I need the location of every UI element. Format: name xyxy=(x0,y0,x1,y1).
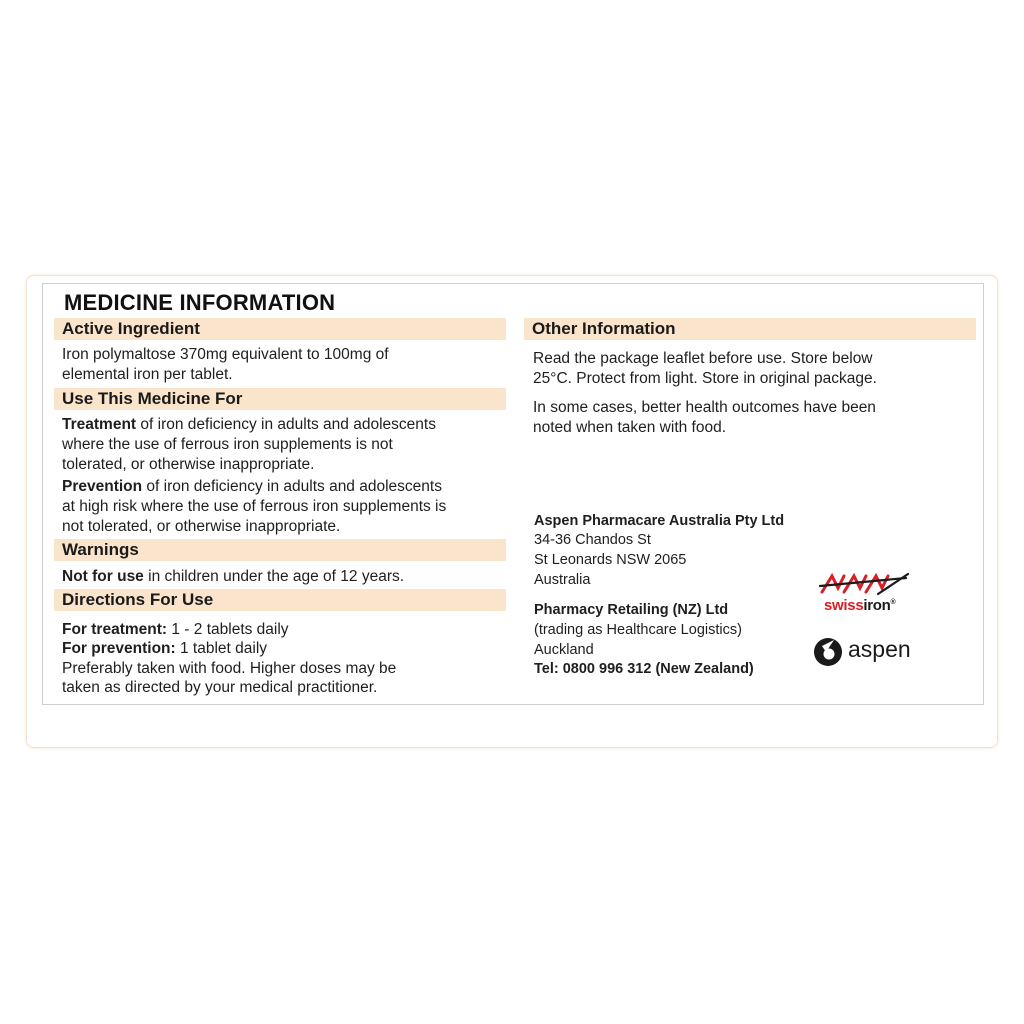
other-info-para2-line-1: In some cases, better health outcomes have been xyxy=(533,399,876,416)
treatment-line-2: where the use of ferrous iron supplements is not xyxy=(62,436,393,453)
nz-address-line-2: Auckland xyxy=(534,642,594,658)
directions-prevention-text: 1 tablet daily xyxy=(175,640,268,657)
registered-mark: ® xyxy=(890,599,896,606)
treatment-label: Treatment xyxy=(62,416,137,433)
other-info-para1-line-1: Read the package leaflet before use. Store below xyxy=(533,350,873,367)
directions-line-2: taken as directed by your medical practitioner. xyxy=(62,679,378,696)
section-heading-other-info: Other Information xyxy=(524,318,976,340)
au-company-name: Aspen Pharmacare Australia Pty Ltd xyxy=(534,513,785,529)
section-heading-active-ingredient: Active Ingredient xyxy=(54,318,506,340)
treatment-line-1 xyxy=(62,415,436,435)
directions-treatment-line xyxy=(62,620,289,640)
directions-treatment-text: 1 - 2 tablets daily xyxy=(167,621,289,638)
active-ingredient-line-2: elemental iron per tablet. xyxy=(62,366,233,383)
warnings-text: in children under the age of 12 years. xyxy=(143,568,405,585)
nz-address-line-1: (trading as Healthcare Logistics) xyxy=(534,622,742,638)
swissiron-word-dark: iron xyxy=(863,597,891,614)
directions-line-1: Preferably taken with food. Higher doses may be xyxy=(62,660,397,677)
treatment-line-3: tolerated, or otherwise inappropriate. xyxy=(62,456,315,473)
prevention-line-1 xyxy=(62,477,442,497)
other-info-para2-line-2: noted when taken with food. xyxy=(533,419,727,436)
prevention-line-3: not tolerated, or otherwise inappropriate. xyxy=(62,518,341,535)
warnings-line xyxy=(62,567,404,587)
aspen-wordmark: aspen xyxy=(848,636,911,662)
directions-prevention-label: For prevention: xyxy=(62,640,176,657)
section-heading-directions: Directions For Use xyxy=(54,589,506,611)
swissiron-word-red: swiss xyxy=(824,597,864,614)
section-heading-use-for: Use This Medicine For xyxy=(54,388,506,410)
directions-prevention-line xyxy=(62,639,267,659)
swissiron-wordmark xyxy=(824,597,895,614)
au-address-line-3: Australia xyxy=(534,572,591,588)
active-ingredient-line-1: Iron polymaltose 370mg equivalent to 100mg of xyxy=(62,346,389,363)
aspen-mark-icon xyxy=(812,632,844,668)
nz-company-name: Pharmacy Retailing (NZ) Ltd xyxy=(534,602,729,618)
section-heading-warnings: Warnings xyxy=(54,539,506,561)
other-info-para1-line-2: 25°C. Protect from light. Store in original package. xyxy=(533,370,877,387)
aspen-logo xyxy=(812,632,922,672)
directions-treatment-label: For treatment: xyxy=(62,621,168,638)
swissiron-mark-icon xyxy=(818,570,914,598)
swissiron-logo xyxy=(818,570,914,620)
warnings-label: Not for use xyxy=(62,568,144,585)
au-address-line-1: 34-36 Chandos St xyxy=(534,532,651,548)
page-title: MEDICINE INFORMATION xyxy=(64,290,336,315)
nz-telephone: Tel: 0800 996 312 (New Zealand) xyxy=(534,661,754,677)
au-address-line-2: St Leonards NSW 2065 xyxy=(534,552,687,568)
prevention-line-2: at high risk where the use of ferrous iron supplements is xyxy=(62,498,447,515)
prevention-text: of iron deficiency in adults and adolescents xyxy=(142,478,442,495)
prevention-label: Prevention xyxy=(62,478,143,495)
treatment-text: of iron deficiency in adults and adolescents xyxy=(136,416,436,433)
